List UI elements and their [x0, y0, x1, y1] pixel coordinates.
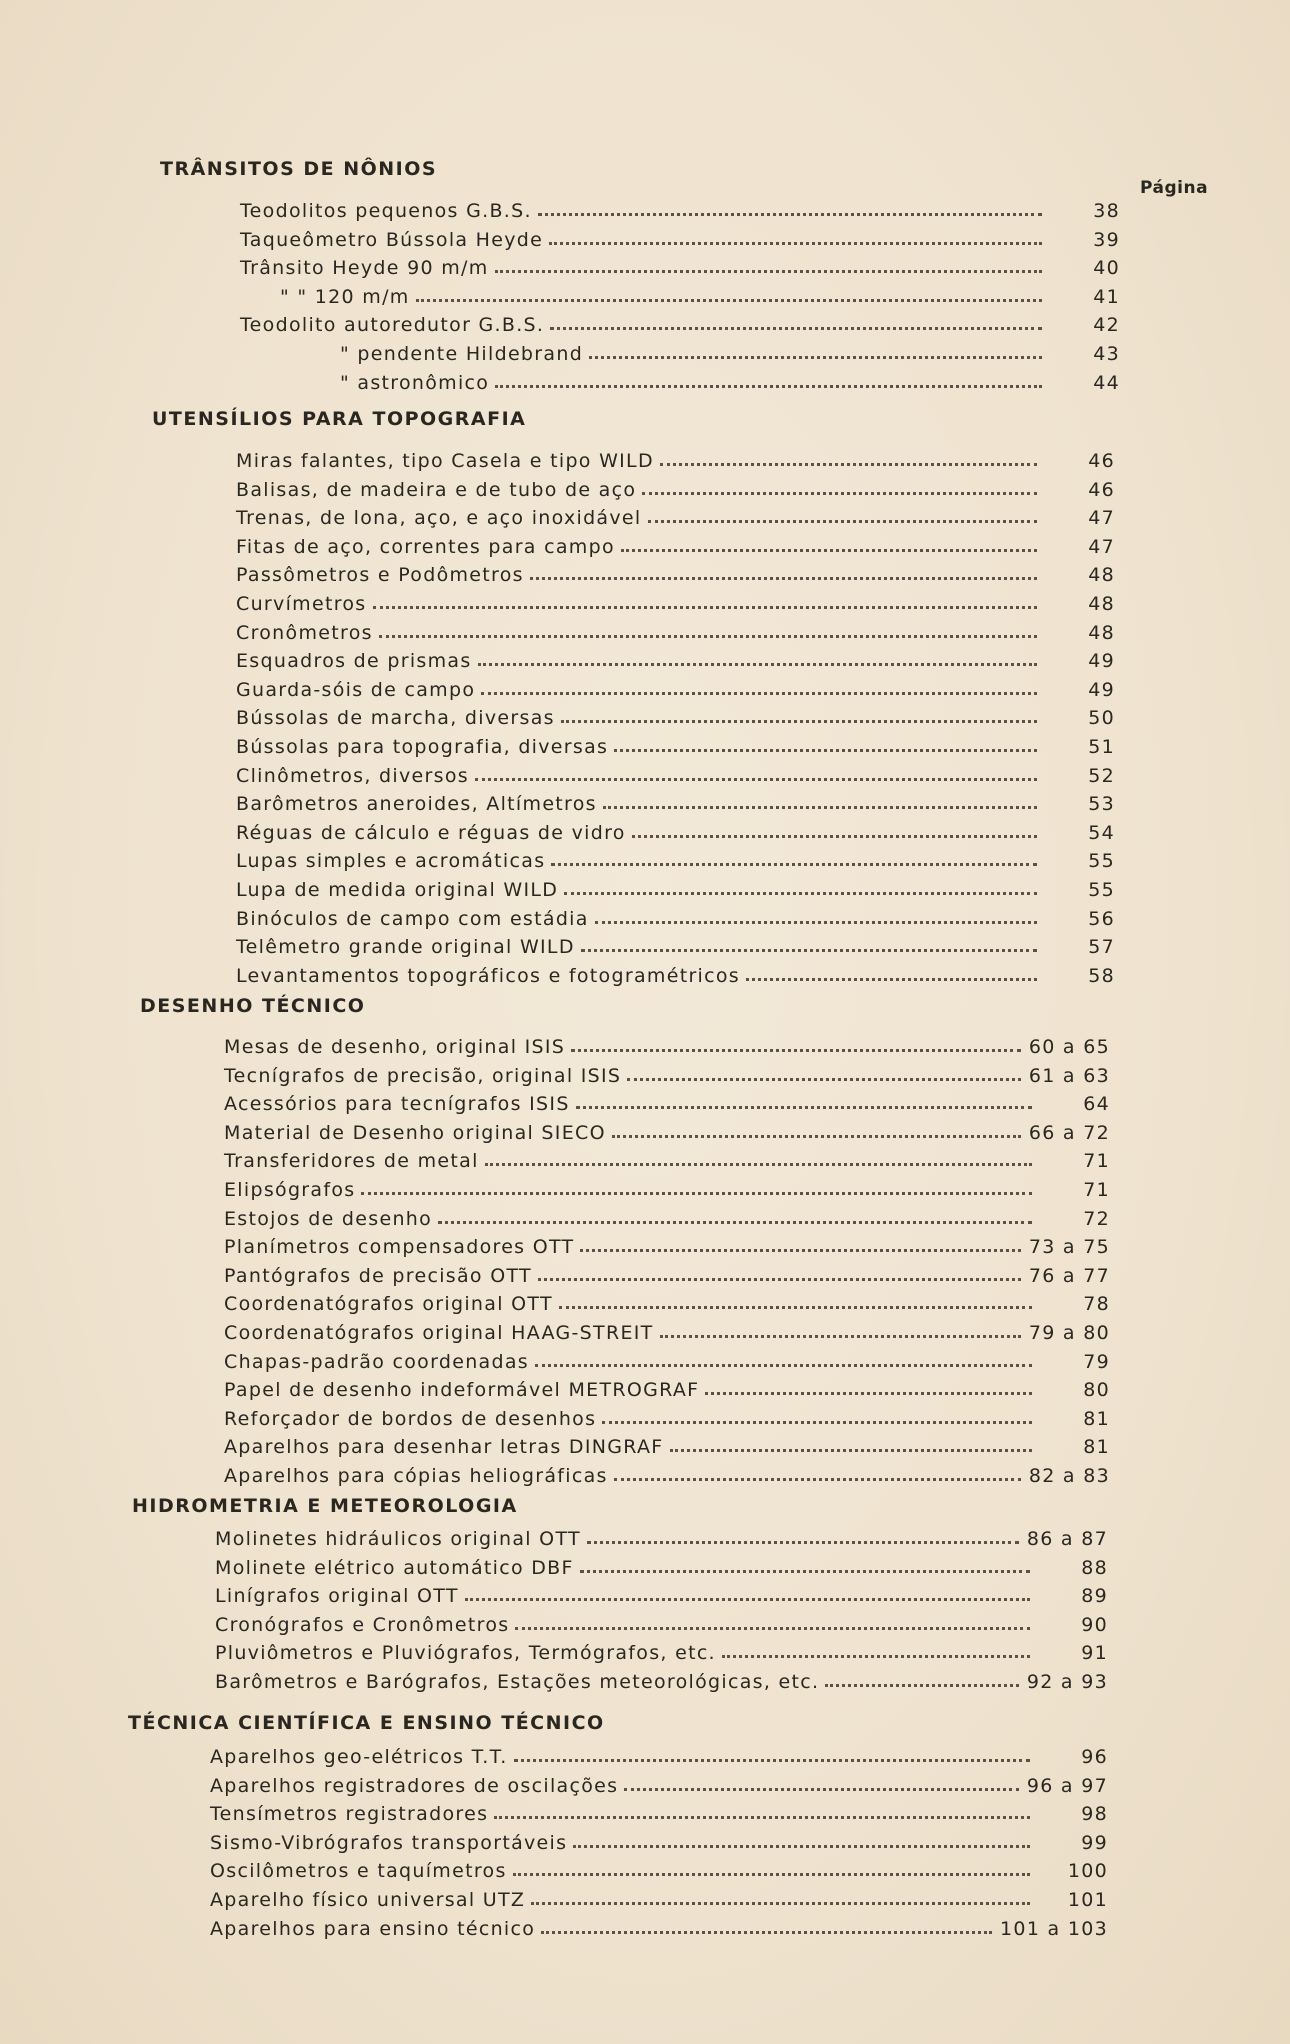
dot-leader	[580, 1569, 1030, 1573]
entry-page-number: 79	[1083, 1350, 1110, 1373]
dot-leader	[564, 891, 1037, 895]
entry-label: Tensímetros registradores	[210, 1803, 489, 1826]
entry-label: Pluviômetros e Pluviógrafos, Termógrafos, etc.	[215, 1642, 716, 1665]
dot-leader	[648, 519, 1038, 523]
toc-entry	[224, 1230, 1110, 1258]
toc-entry	[224, 1259, 1110, 1287]
entry-label: Lupas simples e acromáticas	[236, 850, 546, 873]
dot-leader	[481, 691, 1037, 695]
toc-entry	[236, 616, 1115, 644]
entry-page-number: 44	[1093, 371, 1120, 394]
dot-leader	[614, 1477, 1021, 1481]
entry-page-number: 66 a 72	[1028, 1121, 1110, 1144]
entry-label: Taqueômetro Bússola Heyde	[240, 228, 544, 251]
dot-leader	[825, 1683, 1018, 1687]
dot-leader	[514, 1758, 1030, 1762]
dot-leader	[549, 241, 1042, 245]
dot-leader	[495, 269, 1042, 273]
entry-page-number: 51	[1088, 736, 1115, 758]
entry-label: Aparelhos geo-elétricos T.T.	[210, 1746, 508, 1768]
entry-label: Coordenatógrafos original OTT	[224, 1293, 553, 1316]
entry-label: Transferidores de metal	[224, 1150, 479, 1173]
dot-leader	[465, 1597, 1030, 1601]
toc-entry	[280, 280, 1120, 308]
entry-label: Molinetes hidráulicos original OTT	[215, 1528, 581, 1550]
entry-page-number: 48	[1088, 564, 1115, 587]
entry-label: Fitas de aço, correntes para campo	[236, 535, 615, 558]
toc-entry	[210, 1797, 1108, 1825]
dot-leader	[478, 662, 1037, 666]
entry-page-number: 64	[1083, 1093, 1110, 1116]
toc-entry	[224, 1459, 1110, 1487]
entry-page-number: 41	[1093, 285, 1120, 308]
entry-label: Telêmetro grande original WILD	[236, 936, 575, 959]
entry-label: Clinômetros, diversos	[236, 764, 469, 787]
dot-leader	[627, 1077, 1021, 1081]
dot-leader	[515, 1626, 1030, 1630]
entry-page-number: 96 a 97	[1026, 1774, 1108, 1797]
entry-label: Chapas-padrão coordenadas	[224, 1350, 530, 1373]
entry-page-number: 48	[1088, 621, 1115, 644]
dot-leader	[361, 1191, 1032, 1195]
toc-entry	[224, 1202, 1110, 1230]
dot-leader	[438, 1220, 1032, 1224]
toc-entry	[224, 1144, 1110, 1172]
entry-label: Balisas, de madeira e de tubo de aço	[236, 478, 637, 501]
entry-label: Lupa de medida original WILD	[236, 879, 559, 901]
entry-label: Teodolitos pequenos G.B.S.	[240, 200, 532, 222]
entry-page-number: 54	[1088, 821, 1115, 844]
entry-label: Passômetros e Podômetros	[236, 564, 524, 587]
toc-entry	[236, 587, 1115, 615]
entry-label: Elipsógrafos	[224, 1179, 356, 1201]
dot-leader	[535, 1363, 1032, 1367]
entry-page-number: 82 a 83	[1028, 1465, 1110, 1487]
entry-page-number: 91	[1081, 1642, 1108, 1665]
toc-entry	[236, 673, 1115, 701]
entry-label: " astronômico	[340, 371, 490, 394]
dot-leader	[494, 1815, 1030, 1819]
toc-entry	[236, 844, 1115, 872]
dot-leader	[550, 326, 1042, 330]
dot-leader	[603, 805, 1037, 809]
toc-entry	[215, 1551, 1108, 1579]
toc-entry	[210, 1769, 1108, 1797]
toc-entry	[240, 223, 1120, 251]
toc-entry	[210, 1826, 1108, 1854]
toc-entry	[210, 1883, 1108, 1911]
toc-entry	[224, 1173, 1110, 1201]
toc-entry	[210, 1854, 1108, 1882]
toc-entry	[236, 530, 1115, 558]
dot-leader	[531, 1901, 1030, 1905]
entry-page-number: 89	[1081, 1585, 1108, 1608]
entry-label: Guarda-sóis de campo	[236, 678, 476, 701]
entry-page-number: 71	[1083, 1150, 1110, 1173]
toc-entry	[236, 959, 1115, 987]
dot-leader	[722, 1654, 1030, 1658]
entry-label: Oscilômetros e taquímetros	[210, 1860, 507, 1883]
entry-label: Linígrafos original OTT	[215, 1585, 459, 1608]
entry-page-number: 101	[1067, 1889, 1108, 1911]
toc-entry	[236, 473, 1115, 501]
entry-label: Molinete elétrico automático DBF	[215, 1556, 574, 1579]
toc-entry	[224, 1316, 1110, 1344]
toc-entry	[210, 1912, 1108, 1940]
entry-page-number: 99	[1081, 1831, 1108, 1854]
section-heading: DESENHO TÉCNICO	[140, 995, 366, 1017]
entry-label: Cronógrafos e Cronômetros	[215, 1613, 510, 1636]
toc-entry	[340, 366, 1120, 394]
entry-label: Miras falantes, tipo Casela e tipo WILD	[236, 450, 654, 472]
entry-label: Bússolas para topografia, diversas	[236, 736, 609, 758]
dot-leader	[705, 1391, 1032, 1395]
entry-page-number: 72	[1083, 1207, 1110, 1230]
entry-page-number: 61 a 63	[1028, 1064, 1110, 1087]
section-heading: UTENSÍLIOS PARA TOPOGRAFIA	[152, 408, 527, 430]
toc-entry	[224, 1287, 1110, 1315]
entry-label: Aparelho físico universal UTZ	[210, 1889, 526, 1911]
entry-page-number: 47	[1088, 535, 1115, 558]
toc-entry	[240, 251, 1120, 279]
entry-label: Aparelhos para desenhar letras DINGRAF	[224, 1436, 664, 1459]
dot-leader	[530, 576, 1037, 580]
entry-label: Reforçador de bordos de desenhos	[224, 1407, 597, 1430]
entry-page-number: 60 a 65	[1028, 1036, 1110, 1058]
toc-entry	[224, 1345, 1110, 1373]
toc-entry	[224, 1059, 1110, 1087]
dot-leader	[573, 1844, 1030, 1848]
toc-entry	[224, 1116, 1110, 1144]
dot-leader	[670, 1448, 1032, 1452]
entry-label: Mesas de desenho, original ISIS	[224, 1036, 566, 1058]
entry-page-number: 100	[1067, 1860, 1108, 1883]
toc-entry	[224, 1373, 1110, 1401]
entry-page-number: 98	[1081, 1803, 1108, 1826]
entry-label: Trenas, de lona, aço, e aço inoxidável	[236, 507, 642, 530]
toc-entry	[240, 194, 1120, 222]
entry-page-number: 56	[1088, 907, 1115, 930]
toc-entry	[210, 1740, 1108, 1768]
entry-page-number: 79 a 80	[1028, 1322, 1110, 1344]
toc-entry	[236, 816, 1115, 844]
dot-leader	[513, 1872, 1030, 1876]
entry-page-number: 46	[1088, 450, 1115, 472]
entry-page-number: 81	[1083, 1436, 1110, 1459]
dot-leader	[581, 948, 1037, 952]
dot-leader	[642, 491, 1037, 495]
toc-entry	[240, 308, 1120, 336]
entry-label: " " 120 m/m	[280, 285, 410, 308]
entry-label: Sismo-Vibrógrafos transportáveis	[210, 1831, 568, 1854]
entry-label: Binóculos de campo com estádia	[236, 907, 589, 930]
entry-page-number: 49	[1088, 678, 1115, 701]
entry-page-number: 58	[1088, 964, 1115, 987]
dot-leader	[551, 862, 1037, 866]
entry-label: Aparelhos registradores de oscilações	[210, 1774, 619, 1797]
entry-label: Estojos de desenho	[224, 1207, 433, 1230]
page-column-label: Página	[1140, 178, 1209, 198]
entry-label: Pantógrafos de precisão OTT	[224, 1264, 532, 1287]
dot-leader	[632, 834, 1037, 838]
toc-entry	[224, 1030, 1110, 1058]
toc-entry	[236, 558, 1115, 586]
entry-page-number: 88	[1081, 1556, 1108, 1579]
entry-page-number: 101 a 103	[1000, 1917, 1108, 1940]
toc-entry	[236, 759, 1115, 787]
dot-leader	[485, 1162, 1032, 1166]
toc-entry	[224, 1430, 1110, 1458]
toc-entry	[236, 701, 1115, 729]
section-heading: HIDROMETRIA E METEOROLOGIA	[132, 1495, 518, 1517]
dot-leader	[602, 1420, 1032, 1424]
dot-leader	[416, 298, 1042, 302]
dot-leader	[660, 1334, 1021, 1338]
entry-label: " pendente Hildebrand	[340, 343, 584, 365]
dot-leader	[587, 1540, 1019, 1544]
entry-page-number: 40	[1093, 257, 1120, 280]
dot-leader	[612, 1134, 1021, 1138]
dot-leader	[538, 1277, 1021, 1281]
entry-page-number: 71	[1083, 1179, 1110, 1201]
entry-label: Curvímetros	[236, 593, 367, 615]
toc-entry	[236, 930, 1115, 958]
dot-leader	[561, 719, 1037, 723]
entry-page-number: 50	[1088, 707, 1115, 730]
entry-label: Esquadros de prismas	[236, 650, 472, 673]
entry-label: Tecnígrafos de precisão, original ISIS	[224, 1064, 622, 1087]
dot-leader	[580, 1248, 1020, 1252]
entry-label: Coordenatógrafos original HAAG-STREIT	[224, 1322, 654, 1344]
section-heading: TRÂNSITOS DE NÔNIOS	[160, 158, 438, 180]
entry-page-number: 42	[1093, 314, 1120, 337]
toc-entry	[340, 337, 1120, 365]
entry-page-number: 76 a 77	[1028, 1264, 1110, 1287]
dot-leader	[541, 1930, 992, 1934]
entry-label: Material de Desenho original SIECO	[224, 1121, 606, 1144]
section-heading: TÉCNICA CIENTÍFICA E ENSINO TÉCNICO	[128, 1712, 605, 1734]
entry-page-number: 57	[1088, 936, 1115, 959]
entry-page-number: 73 a 75	[1028, 1236, 1110, 1259]
entry-page-number: 55	[1088, 879, 1115, 901]
toc-entry	[236, 644, 1115, 672]
entry-label: Levantamentos topográficos e fotogramétricos	[236, 964, 741, 987]
entry-page-number: 53	[1088, 793, 1115, 816]
entry-label: Papel de desenho indeformável METROGRAF	[224, 1379, 700, 1402]
dot-leader	[571, 1048, 1021, 1052]
entry-page-number: 86 a 87	[1026, 1528, 1108, 1550]
entry-label: Trânsito Heyde 90 m/m	[240, 257, 489, 280]
entry-page-number: 78	[1083, 1293, 1110, 1316]
dot-leader	[589, 355, 1042, 359]
dot-leader	[475, 777, 1037, 781]
toc-entry	[236, 787, 1115, 815]
entry-page-number: 43	[1093, 343, 1120, 365]
toc-entry	[224, 1087, 1110, 1115]
toc-entry	[236, 501, 1115, 529]
dot-leader	[660, 462, 1037, 466]
toc-entry	[215, 1522, 1108, 1550]
toc-entry	[224, 1402, 1110, 1430]
entry-label: Planímetros compensadores OTT	[224, 1236, 575, 1259]
toc-entry	[215, 1579, 1108, 1607]
entry-label: Barômetros aneroides, Altímetros	[236, 793, 597, 816]
dot-leader	[621, 548, 1037, 552]
entry-page-number: 96	[1081, 1746, 1108, 1768]
entry-label: Teodolito autoredutor G.B.S.	[240, 314, 545, 337]
toc-entry	[236, 730, 1115, 758]
toc-entry	[215, 1665, 1108, 1693]
dot-leader	[379, 634, 1037, 638]
dot-leader	[559, 1305, 1032, 1309]
entry-label: Barômetros e Barógrafos, Estações meteorológicas, etc.	[215, 1671, 820, 1693]
dot-leader	[538, 212, 1042, 216]
dot-leader	[595, 920, 1037, 924]
toc-entry	[236, 873, 1115, 901]
dot-leader	[614, 748, 1037, 752]
toc-entry	[215, 1636, 1108, 1664]
dot-leader	[624, 1787, 1018, 1791]
dot-leader	[576, 1105, 1032, 1109]
entry-page-number: 39	[1093, 228, 1120, 251]
entry-label: Réguas de cálculo e réguas de vidro	[236, 821, 626, 844]
entry-page-number: 47	[1088, 507, 1115, 530]
toc-entry	[236, 902, 1115, 930]
entry-label: Aparelhos para ensino técnico	[210, 1917, 536, 1940]
entry-page-number: 90	[1081, 1613, 1108, 1636]
toc-entry	[236, 444, 1115, 472]
entry-page-number: 52	[1088, 764, 1115, 787]
dot-leader	[373, 605, 1037, 609]
dot-leader	[746, 977, 1037, 981]
dot-leader	[495, 384, 1042, 388]
entry-page-number: 48	[1088, 593, 1115, 615]
entry-page-number: 92 a 93	[1026, 1671, 1108, 1693]
entry-page-number: 55	[1088, 850, 1115, 873]
entry-page-number: 49	[1088, 650, 1115, 673]
entry-label: Cronômetros	[236, 621, 373, 644]
entry-page-number: 80	[1083, 1379, 1110, 1402]
entry-label: Acessórios para tecnígrafos ISIS	[224, 1093, 570, 1116]
entry-page-number: 38	[1093, 200, 1120, 222]
entry-label: Bússolas de marcha, diversas	[236, 707, 555, 730]
entry-label: Aparelhos para cópias heliográficas	[224, 1465, 608, 1487]
entry-page-number: 46	[1088, 478, 1115, 501]
toc-entry	[215, 1608, 1108, 1636]
entry-page-number: 81	[1083, 1407, 1110, 1430]
